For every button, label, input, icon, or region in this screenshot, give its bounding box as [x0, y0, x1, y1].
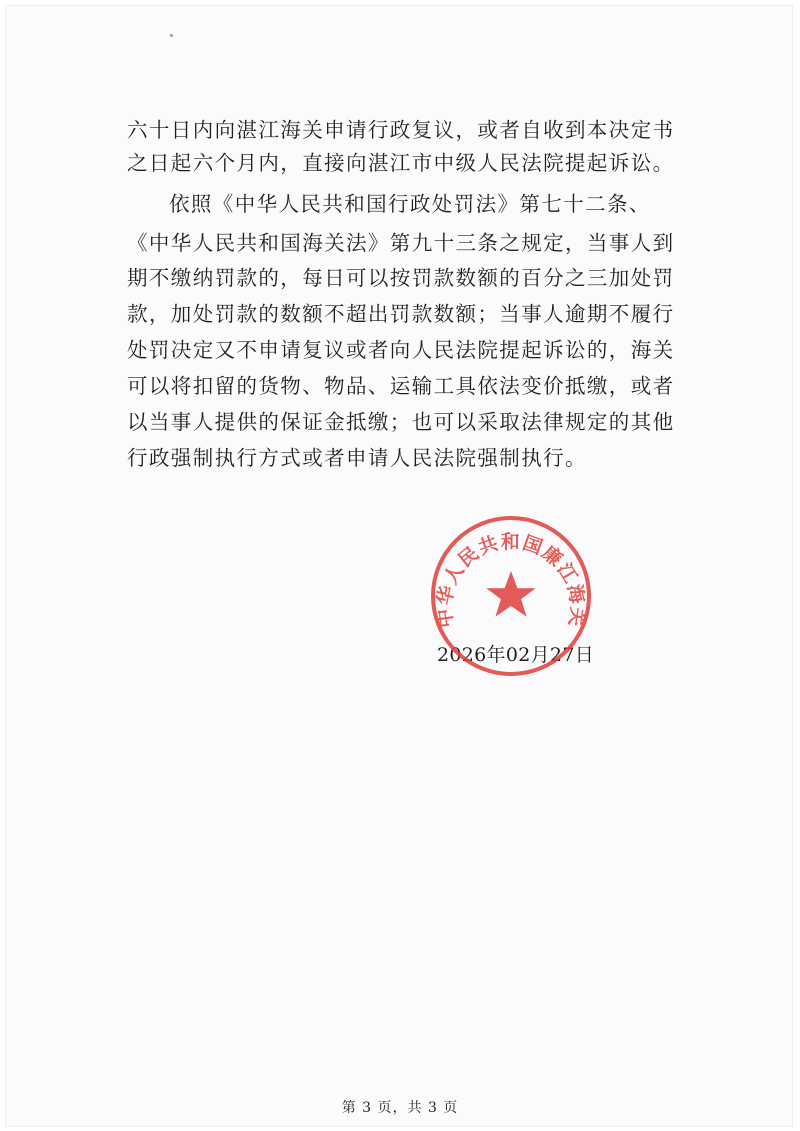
body-text-line: 依照《中华人民共和国行政处罚法》第七十二条、 [169, 192, 651, 216]
body-text-line: 《中华人民共和国海关法》第九十三条之规定，当事人到 [127, 231, 675, 255]
scan-speck [170, 34, 173, 37]
body-text-line: 以当事人提供的保证金抵缴；也可以采取法律规定的其他 [127, 410, 675, 434]
issue-date: 2026年02月27日 [437, 644, 595, 666]
body-text-line: 期不缴纳罚款的，每日可以按罚款数额的百分之三加处罚 [127, 266, 675, 290]
body-text-line: 处罚决定又不申请复议或者向人民法院提起诉讼的，海关 [127, 338, 675, 362]
body-text-line: 可以将扣留的货物、物品、运输工具依法变价抵缴，或者 [127, 374, 675, 398]
seal-text: 中华人民共和国廉江海关 [433, 530, 589, 630]
body-text-line: 行政强制执行方式或者申请人民法院强制执行。 [127, 446, 587, 470]
page-number: 第 3 页，共 3 页 [341, 1100, 459, 1116]
seal-graphic [429, 514, 593, 678]
body-text-line: 款，加处罚款的数额不超出罚款数额；当事人逾期不履行 [127, 302, 675, 326]
body-text-line: 之日起六个月内，直接向湛江市中级人民法院提起诉讼。 [127, 151, 675, 175]
official-seal [429, 514, 593, 678]
seal-star-icon [486, 571, 535, 617]
body-text-line: 六十日内向湛江海关申请行政复议，或者自收到本决定书 [127, 118, 675, 142]
